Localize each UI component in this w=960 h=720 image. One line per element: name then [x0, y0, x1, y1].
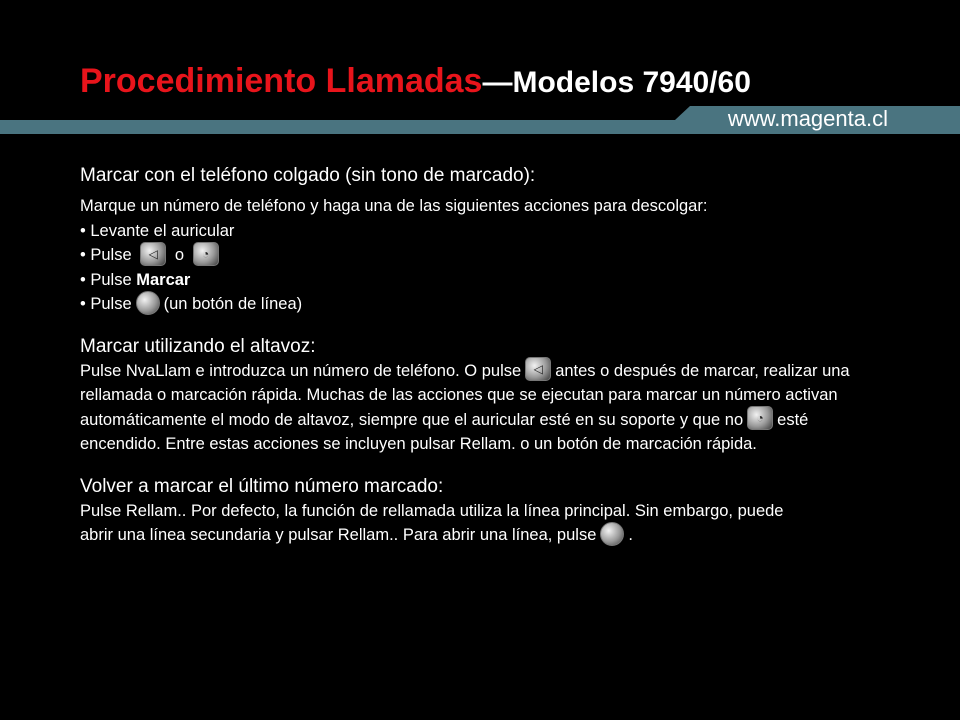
section-3-text-1: Pulse Rellam.. Por defecto, la función de rellamada utiliza la línea principal. Sin embargo, puede abrir una línea secundaria y pulsar Rellam.. Para abrir una línea, pulse: [80, 501, 784, 544]
headset-button-icon: ◔: [193, 242, 219, 266]
bullet-press-dial: [80, 268, 880, 293]
section-2-heading: Marcar utilizando el altavoz:: [80, 335, 316, 357]
bullet-press-label: • Pulse: [80, 246, 132, 264]
page-title: [80, 62, 751, 101]
section-3-heading: Volver a marcar el último número marcado:: [80, 475, 444, 497]
bullet-lift-handset: • Levante el auricular: [80, 221, 235, 240]
title-main: Procedimiento Llamadas: [80, 62, 483, 100]
bullet-press-dial-label: • Pulse: [80, 270, 137, 289]
section-2-text-3: esté encendido. Entre estas acciones se incluyen pulsar Rellam. o un botón de marcación rápida.: [80, 410, 809, 453]
dial-softkey-label: Marcar: [136, 270, 191, 289]
section-1-heading: Marcar con el teléfono colgado (sin tono de marcado):: [80, 165, 536, 186]
title-models: Modelos 7940/60: [512, 66, 751, 99]
section-3-body: [80, 499, 800, 548]
main-content: [80, 164, 880, 548]
speaker-button-icon: ◁: [140, 242, 166, 266]
bullet-press-buttons: [80, 243, 880, 268]
section-2-body: [80, 359, 880, 457]
bullet-line-button: [80, 292, 880, 317]
headset-button-icon: ◔: [747, 406, 773, 430]
bullet-or-label: o: [174, 246, 185, 264]
line-button-icon: [600, 522, 624, 546]
bullet-line-desc: (un botón de línea): [163, 295, 303, 313]
section-3-text-2: .: [628, 526, 633, 544]
section-2-text-2: antes o después de marcar, realizar una rellamada o marcación rápida. Muchas de las acciones que se ejecutan para marcar un número activan automáticamente el modo de altavoz, siempre que el auricular esté en su soporte y que no: [80, 361, 850, 429]
section-1-intro: Marque un número de teléfono y haga una de las siguientes acciones para descolgar:: [80, 197, 708, 215]
section-2-text-1: Pulse NvaLlam e introduzca un número de teléfono. O pulse: [80, 361, 522, 380]
line-button-icon: [136, 291, 160, 315]
title-dash: —: [482, 66, 513, 99]
site-url: www.magenta.cl: [727, 106, 888, 131]
bullet-line-press-label: • Pulse: [80, 295, 132, 313]
speaker-button-icon: ◁: [525, 357, 551, 381]
